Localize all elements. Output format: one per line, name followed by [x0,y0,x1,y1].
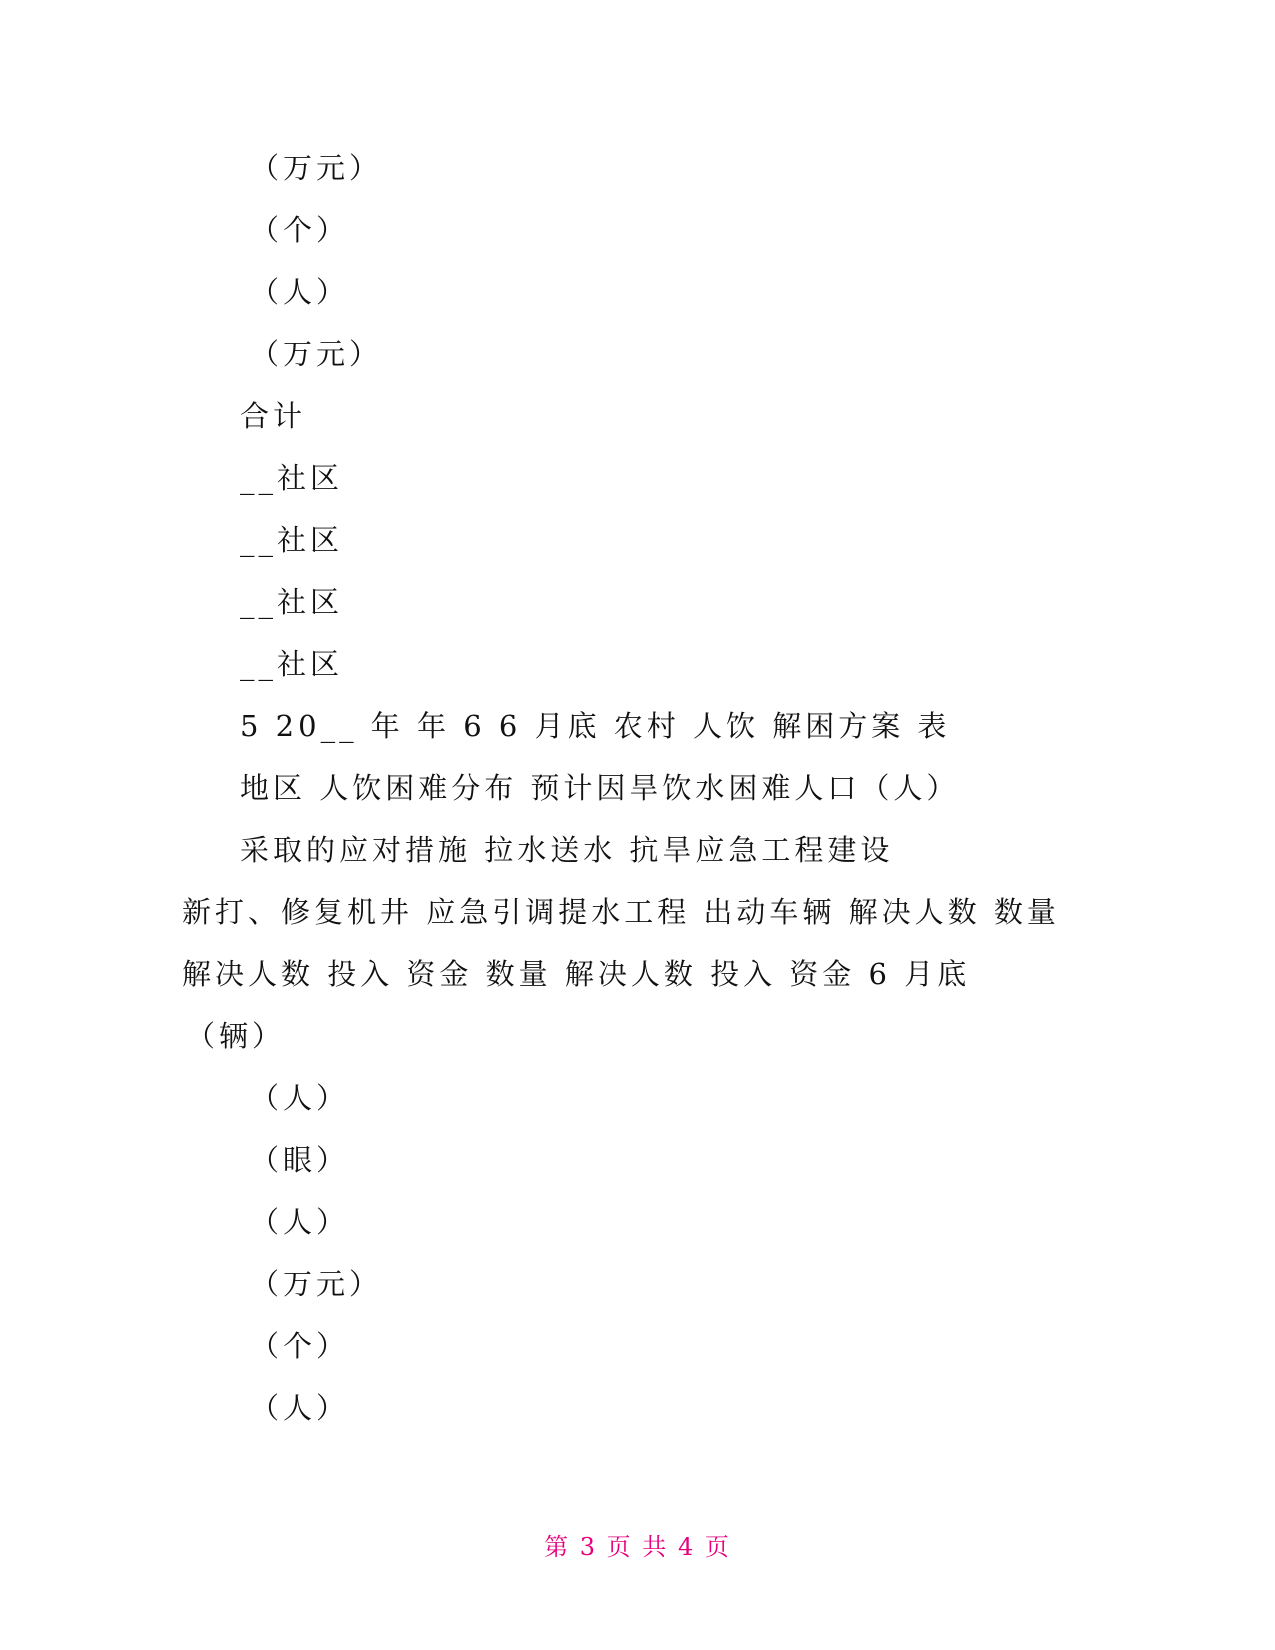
table-header-line: 新打、修复机井 应急引调提水工程 出动车辆 解决人数 数量 [182,895,1060,929]
unit-label-yan: （眼） [250,1143,350,1177]
table-title: 5 20__ 年 年 6 6 月底 农村 人饮 解困方案 表 [240,709,951,743]
unit-label-ren: （人） [250,275,350,309]
community-label: __社区 [240,647,344,681]
unit-label-ren: （人） [250,1391,350,1425]
unit-label-liang: （辆） [186,1019,286,1053]
unit-label-wan-yuan: （万元） [250,151,383,185]
unit-label-ge: （个） [250,213,350,247]
unit-label-wan-yuan: （万元） [250,337,383,371]
community-label: __社区 [240,585,344,619]
unit-label-ge: （个） [250,1329,350,1363]
page-number-footer: 第 3 页 共 4 页 [544,1533,731,1561]
table-header-line: 解决人数 投入 资金 数量 解决人数 投入 资金 6 月底 [182,957,971,991]
unit-label-ren: （人） [250,1081,350,1115]
unit-label-ren: （人） [250,1205,350,1239]
total-label: 合计 [240,399,307,433]
community-label: __社区 [240,523,344,557]
table-header-line: 地区 人饮困难分布 预计因旱饮水困难人口（人） [240,771,960,805]
table-header-line: 采取的应对措施 拉水送水 抗旱应急工程建设 [240,833,894,867]
unit-label-wan-yuan: （万元） [250,1267,383,1301]
community-label: __社区 [240,461,344,495]
